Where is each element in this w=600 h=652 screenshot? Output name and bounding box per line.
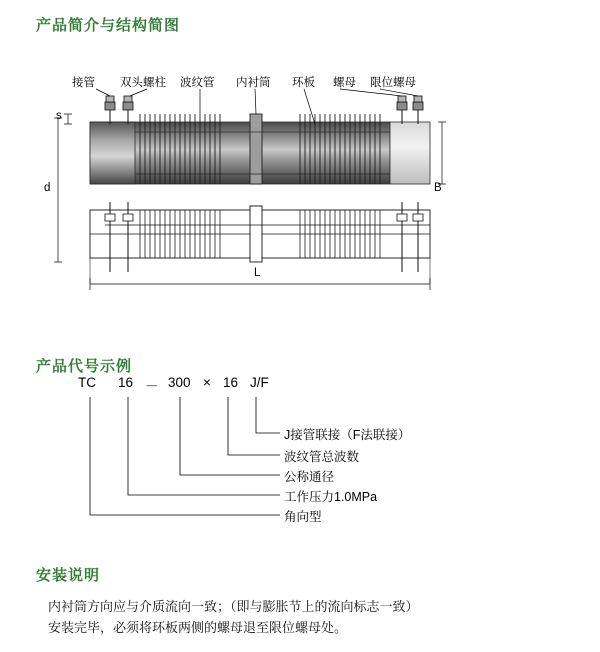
code-token-diameter: 300 (168, 375, 191, 390)
page-title-code: 产品代号示例 (36, 358, 133, 375)
code-token-times: × (203, 375, 211, 390)
dimension-label-d: d (44, 182, 51, 194)
callout-label-pipe: 接管 (72, 77, 95, 89)
code-token-dash: － (145, 379, 159, 394)
dimension-label-B: B (434, 182, 442, 194)
dimension-label-s: s (56, 110, 62, 122)
install-note-line-1: 内衬筒方向应与介质流向一致；（即与膨胀节上的流向标志一致） (48, 599, 419, 614)
callout-label-bellows: 波纹管 (180, 77, 215, 89)
structure-diagram-svg (50, 62, 550, 292)
structure-diagram (44, 62, 550, 292)
code-token-connection: J/F (250, 375, 269, 390)
callout-label-stud-bolt: 双头螺柱 (120, 77, 166, 89)
code-token-pressure: 16 (118, 375, 134, 390)
code-token-type: TC (78, 375, 96, 390)
callout-label-nut: 螺母 (333, 77, 356, 89)
code-desc-diameter: 公称通径 (284, 470, 335, 484)
code-desc-pressure: 工作压力1.0MPa (284, 490, 378, 504)
callout-label-liner: 内衬筒 (236, 77, 271, 89)
install-note-line-2: 安装完毕，必须将环板两侧的螺母退至限位螺母处。 (48, 620, 348, 635)
dimension-label-L: L (254, 267, 261, 279)
page-title-install: 安装说明 (36, 567, 101, 584)
install-notes (48, 596, 568, 638)
callout-label-ring-plate: 环板 (292, 77, 315, 89)
product-code-example (60, 375, 540, 535)
page-title-intro: 产品简介与结构简图 (36, 17, 181, 34)
code-desc-wave-count: 波纹管总波数 (284, 450, 360, 464)
code-desc-connection: J接管联接（F法联接） (284, 428, 411, 442)
code-desc-type: 角向型 (284, 510, 322, 524)
callout-label-limit-nut: 限位螺母 (370, 77, 416, 89)
code-token-wave-count: 16 (223, 375, 239, 390)
